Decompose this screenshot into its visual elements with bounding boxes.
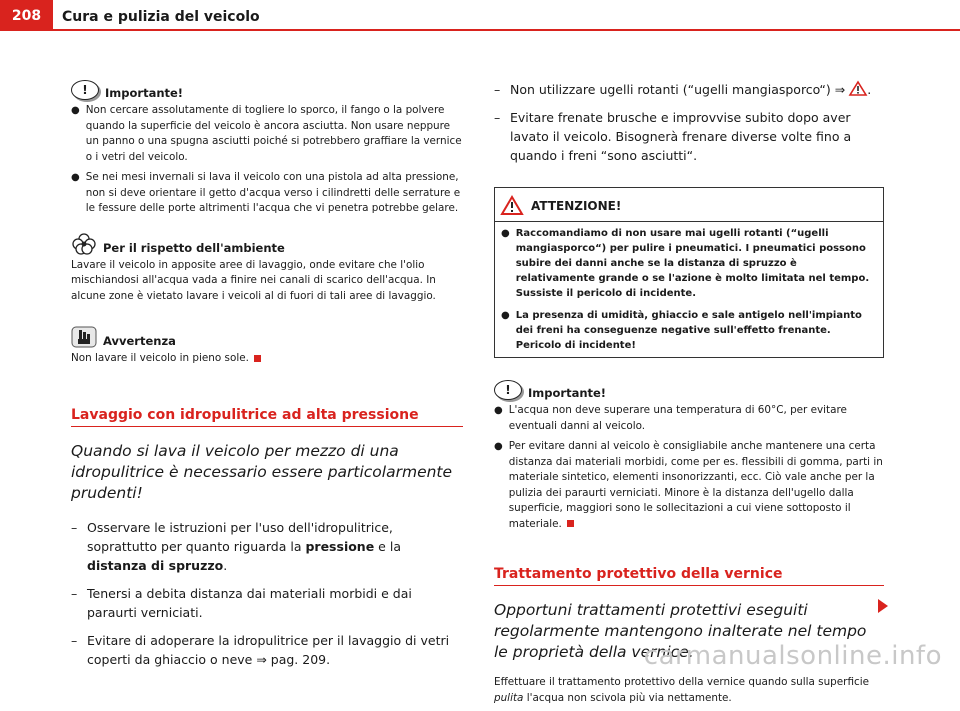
exclamation-icon: !: [494, 380, 522, 400]
exclamation-icon: !: [71, 80, 99, 100]
important-bullet: ● Non cercare assolutamente di togliere lo sporco, il fango o la polvere quando la superficie del veicolo è ancora asciutta. Non usare neppure un panno o una spugna asciutti poiché si potrebbero graffiare la vernice o i vetri del veicolo.: [71, 103, 463, 165]
environment-note-heading: [71, 233, 463, 255]
bullet-dot-icon: ●: [501, 310, 510, 321]
warning-bullet: ● Raccomandiamo di non usare mai ugelli rotanti (“ugelli mangiasporco“) per pulire i pneumatici. I pneumatici possono subire dei danni anche se la distanza di spruzzo è relativamente grande o se l'azione è molto limitata nel tempo. Sussiste il pericolo di incidente.: [501, 228, 870, 299]
bullet-dot-icon: ●: [71, 172, 80, 183]
watermark: carmanualsonline.info: [643, 641, 942, 671]
warning-triangle-icon: [849, 81, 867, 96]
left-column: [71, 80, 463, 669]
important-note-title: Importante!: [105, 86, 184, 100]
bullet-dot-icon: ●: [501, 228, 510, 239]
important-bullet: ● Se nei mesi invernali si lava il veicolo con una pistola ad alta pressione, non si deve orientare il getto d'acqua verso i cilindretti delle serrature e le fessure delle porte altrimenti l'acqua che vi penetra potrebbe gelare.: [71, 170, 463, 217]
warning-title: ATTENZIONE!: [531, 198, 622, 213]
end-of-section-icon: [254, 355, 261, 362]
bullet-dot-icon: ●: [494, 405, 503, 416]
warning-bullet: ● La presenza di umidità, ghiaccio e sale antigelo nell'impianto dei freni ha conseguenze negative sull'effetto frenante. Pericolo di incidente!: [501, 310, 862, 351]
end-of-section-icon: [567, 520, 574, 527]
next-page-arrow-icon: [878, 599, 888, 613]
environment-note-title: Per il rispetto dell'ambiente: [103, 240, 285, 255]
bullet-dot-icon: ●: [71, 105, 80, 116]
bullet-dot-icon: ●: [494, 441, 503, 452]
section-title-pressure-washer: Lavaggio con idropulitrice ad alta pressione: [71, 407, 463, 427]
instruction-item: – Evitare frenate brusche e improvvise subito dopo aver lavato il veicolo. Bisognerà frenare diverse volte fino a quando i freni “sono asciutti“.: [494, 110, 852, 163]
paint-protection-text: Effettuare il trattamento protettivo della vernice quando sulla superficie pulita l'acqua non scivola più via nettamente.: [494, 676, 869, 704]
instruction-item: – Evitare di adoperare la idropulitrice per il lavaggio di vetri coperti da ghiaccio o neve ⇒ pag. 209.: [71, 632, 450, 667]
environment-note-text: Lavare il veicolo in apposite aree di lavaggio, onde evitare che l'olio mischiandosi all'acqua vada a finire nei canali di scarico dell'acqua. In alcune zone è vietato lavare i veicoli al di fuori di tali aree di lavaggio.: [71, 258, 436, 302]
instruction-item: – Tenersi a debita distanza dai materiali morbidi e dai paraurti verniciati.: [71, 585, 412, 620]
important-bullet: ● L'acqua non deve superare una temperatura di 60°C, per evitare eventuali danni al veicolo.: [494, 403, 884, 434]
warning-triangle-icon: [501, 196, 523, 215]
important-note-heading: [494, 380, 884, 400]
section-subtitle: Quando si lava il veicolo per mezzo di una idropulitrice è necessario essere particolarmente prudenti!: [71, 441, 453, 502]
instruction-item: – Non utilizzare ugelli rotanti (“ugelli mangiasporco“) ⇒ .: [494, 82, 872, 97]
important-note-title: Importante!: [528, 386, 607, 400]
right-column: [494, 80, 884, 711]
page-number: 208: [0, 0, 53, 30]
warning-box: [494, 187, 884, 358]
info-hand-icon: [71, 326, 97, 348]
section-title-paint-protection: Trattamento protettivo della vernice: [494, 566, 884, 586]
instruction-item: – Osservare le istruzioni per l'uso dell'idropulitrice, soprattutto per quanto riguarda la pressione e la distanza di spruzzo.: [71, 519, 401, 573]
notice-title: Avvertenza: [103, 334, 176, 348]
notice-text: Non lavare il veicolo in pieno sole.: [71, 351, 463, 367]
notice-heading: [71, 326, 463, 348]
important-bullet: ● Per evitare danni al veicolo è consigliabile anche mantenere una certa distanza dai materiali morbidi, come per es. flessibili di gomma, parti in materiale sintetico, elementi insonorizzanti, ecc. Ciò vale anche per la pulizia dei paraurti verniciati. Minore è la distanza dell'ugello dalla superficie, maggiori sono le sollecitazioni a cui viene sottoposto il materiale.: [494, 439, 884, 532]
header-rule: [0, 29, 960, 31]
warning-heading: [495, 188, 883, 222]
page-header-title: Cura e pulizia del veicolo: [62, 9, 260, 25]
important-note-heading: [71, 80, 463, 100]
flower-icon: [71, 233, 97, 255]
section-subtitle: Opportuni trattamenti protettivi eseguiti regolarmente mantengono inalterate nel tempo le proprietà della vernice.: [494, 601, 867, 661]
